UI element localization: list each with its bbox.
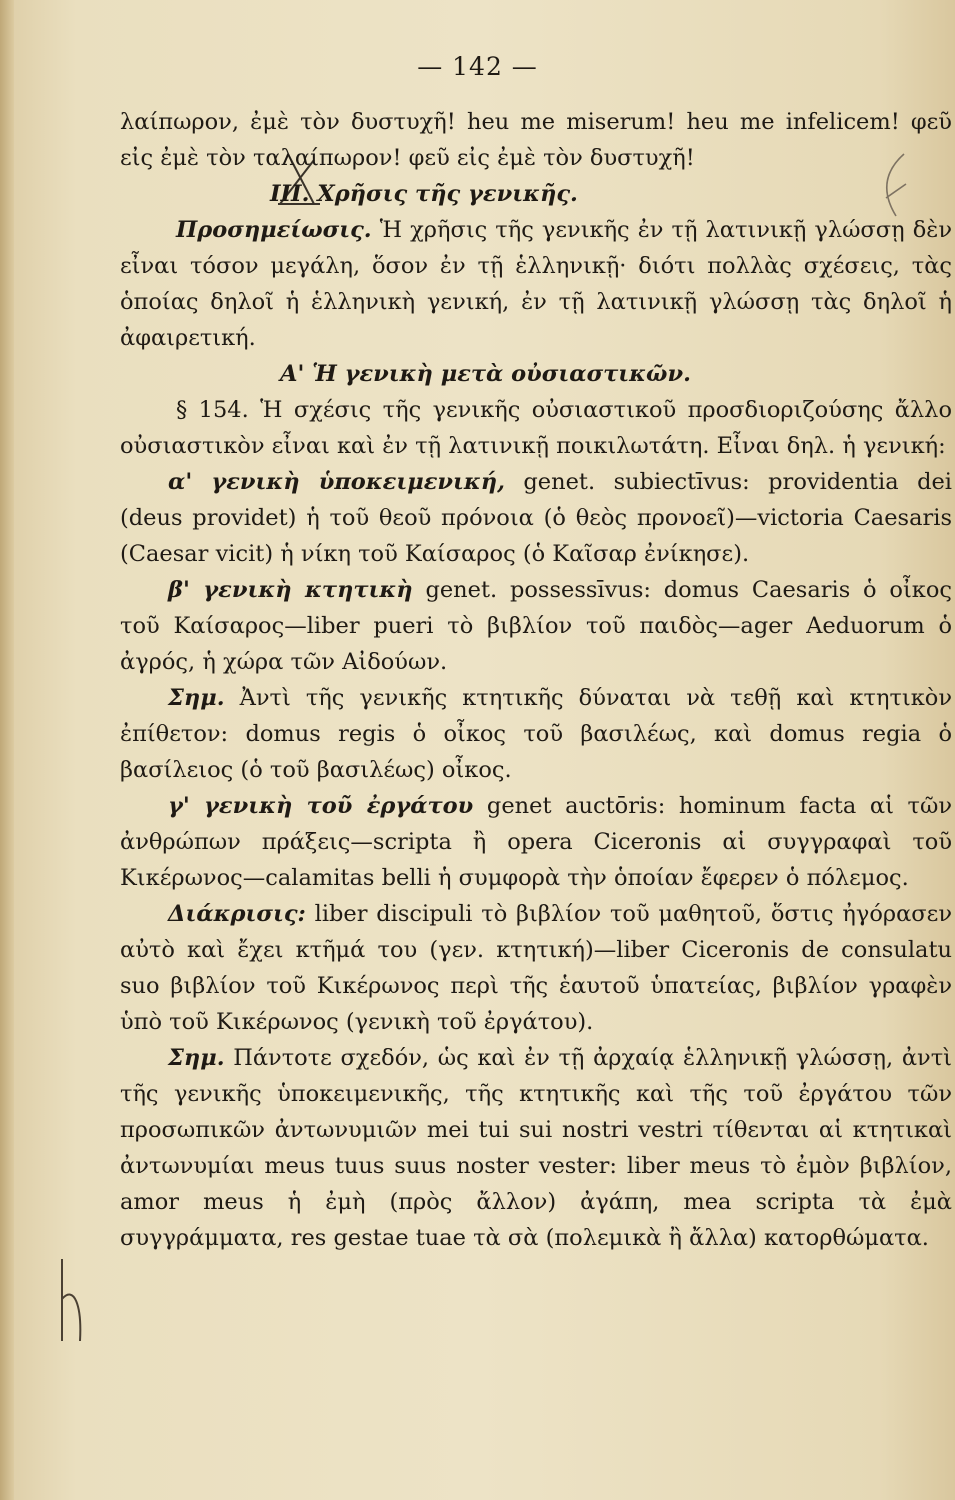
note-2 [120,1040,952,1256]
intro-paragraph: λαίπωρον, ἐμὲ τὸν δυστυχῆ! heu me miserum! heu me infelicem! φεῦ εἰς ἐμὲ τὸν ταλαίπωρον! φεῦ εἰς ἐμὲ τὸν δυστυχῆ! [120,109,952,171]
item-a-label: α' γενικὴ ὑποκειμενική, [168,469,505,495]
distinction-label: Διάκρισις: [168,901,306,927]
distinction-text: liber discipuli τὸ βιβλίον τοῦ μαθητοῦ, ὅστις ἠγόρασεν αὐτὸ καὶ ἔχει κτῆμά του (γεν. κτητική)—liber Ciceronis de consulatu suo βιβλίον τοῦ Κικέρωνος περὶ τῆς ἑαυτοῦ ὑπατείας, βιβλίον γραφὲν ὑπὸ τοῦ Κικέρωνος (γενικὴ τοῦ ἐργάτου). [120,901,952,1035]
item-a-text: genet. subiectīvus: providentia dei (deus providet) ἡ τοῦ θεοῦ πρόνοια (ὁ θεὸς προνοεῖ)—victoria Caesaris (Caesar vicit) ἡ νίκη τοῦ Καίσαρος (ὁ Καῖσαρ ἐνίκησε). [120,469,952,567]
item-b-label: β' γενικὴ κτητικὴ [168,577,413,603]
sub-heading: Α' Ἡ γενικὴ μετὰ οὐσιαστικῶν. [280,361,691,387]
note-paragraph [120,212,952,356]
note-2-label: Σημ. [168,1045,225,1071]
item-a [120,464,952,572]
page-spine-shadow [0,0,14,1500]
item-b [120,572,952,680]
note-1-text: Ἀντὶ τῆς γενικῆς κτητικῆς δύναται νὰ τεθῇ καὶ κτητικὸν ἐπίθετον: domus regis ὁ οἶκος τοῦ βασιλέως, καὶ domus regia ὁ βασίλειος (ὁ τοῦ βασιλέως) οἶκος. [120,685,952,783]
paragraph-154: § 154. Ἡ σχέσις τῆς γενικῆς οὐσιαστικοῦ προσδιοριζούσης ἄλλο οὐσιαστικὸν εἶναι καὶ ἐν τῇ λατινικῇ ποικιλωτάτη. Εἶναι δηλ. ἡ γενική: [120,397,952,459]
section-heading: III. Χρῆσις τῆς γενικῆς. [270,181,578,207]
note-1 [120,680,952,788]
margin-pencil-mark-icon [52,1255,92,1345]
note-text: Ἡ χρῆσις τῆς γενικῆς ἐν τῇ λατινικῇ γλώσσῃ δὲν εἶναι τόσον μεγάλη, ὅσον ἐν τῇ ἑλληνικῇ· διότι πολλὰς σχέσεις, τὰς ὁποίας δηλοῖ ἡ ἑλληνικὴ γενική, ἐν τῇ λατινικῇ γλώσσῃ τὰς δηλοῖ ἡ ἀφαιρετική. [120,217,952,351]
note-1-label: Σημ. [168,685,225,711]
page-text [120,104,952,1256]
note-2-text: Πάντοτε σχεδόν, ὡς καὶ ἐν τῇ ἀρχαίᾳ ἑλληνικῇ γλώσσῃ, ἀντὶ τῆς γενικῆς ὑποκειμενικῆς, τῆς κτητικῆς καὶ τῆς τοῦ ἐργάτου τῶν προσωπικῶν ἀντωνυμιῶν mei tui sui nostri vestri τίθενται αἱ κτητικαὶ ἀντωνυμίαι meus tuus suus noster vester: liber meus τὸ ἐμὸν βιβλίον, amor meus ἡ ἐμὴ (πρὸς ἄλλον) ἀγάπη, mea scripta τὰ ἐμὰ συγγράμματα, res gestae tuae τὰ σὰ (πολεμικὰ ἢ ἄλλα) κατορθώματα. [120,1045,952,1251]
item-c [120,788,952,896]
page-number: — 142 — [417,52,538,81]
distinction-paragraph [120,896,952,1040]
item-b-text: genet. possessīvus: domus Caesaris ὁ οἶκος τοῦ Καίσαρος—liber pueri τὸ βιβλίον τοῦ παιδὸς—ager Aeduorum ὁ ἀγρός, ἡ χώρα τῶν Αἰδούων. [120,577,952,675]
item-c-text: genet auctōris: hominum facta αἱ τῶν ἀνθρώπων πράξεις—scripta ἢ opera Ciceronis αἱ συγγραφαὶ τοῦ Κικέρωνος—calamitas belli ἡ συμφορὰ τὴν ὁποίαν ἔφερεν ὁ πόλεμος. [120,793,953,891]
item-c-label: γ' γενικὴ τοῦ ἐργάτου [168,793,474,819]
note-label: Προσημείωσις. [176,217,372,243]
